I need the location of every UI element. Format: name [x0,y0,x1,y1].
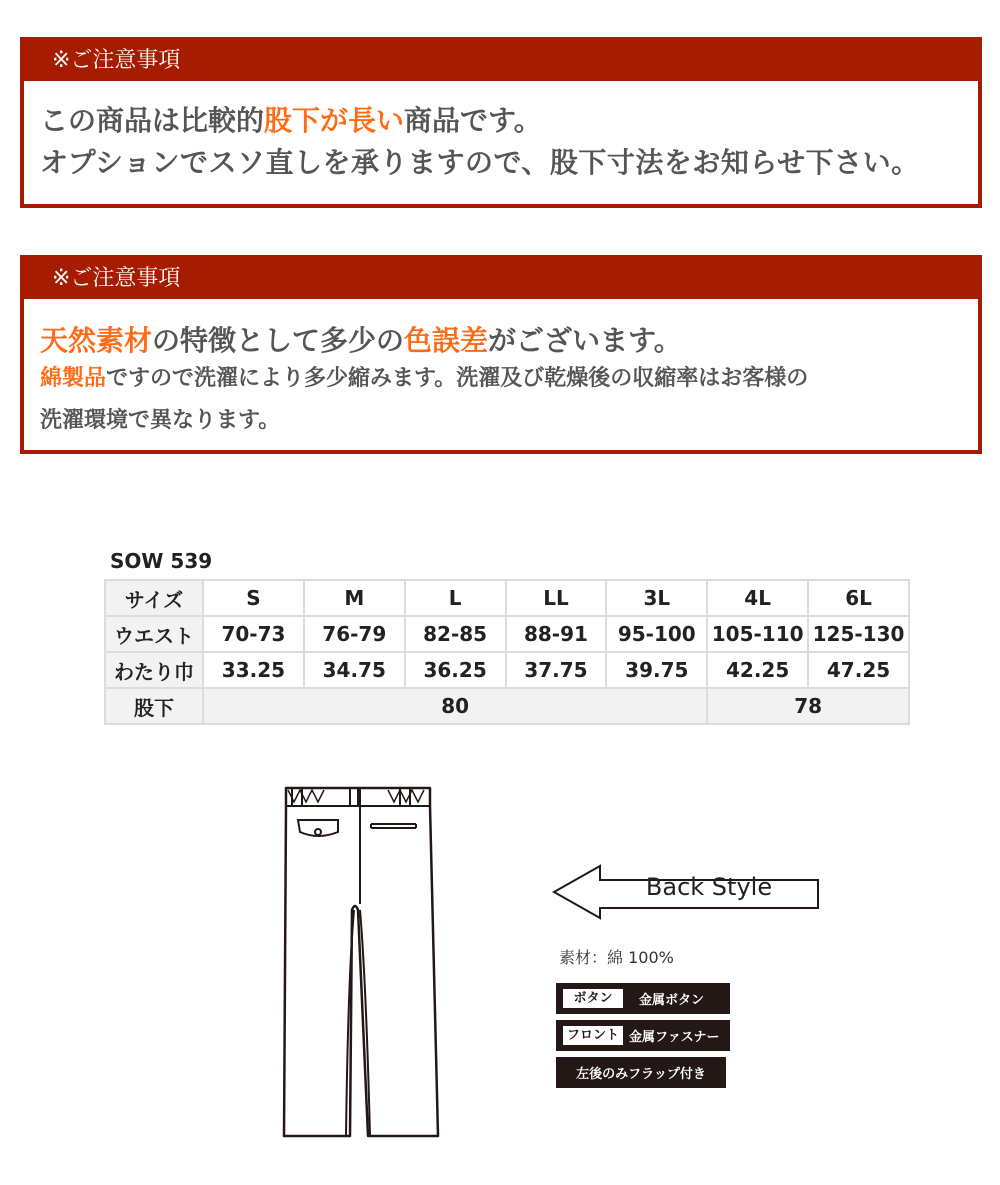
thigh-cell: 42.25 [707,652,808,688]
row-header: 股下 [105,688,203,724]
thigh-row [105,652,909,688]
inseam-row [105,688,909,724]
notice-body [24,325,978,435]
size-cell: LL [506,580,607,616]
spec-flap [556,1057,726,1088]
notice-header: ※ご注意事項 [24,259,978,299]
notice-text: この商品は比較的 [40,104,265,137]
notice-highlight: 天然素材 [40,324,153,357]
thigh-cell: 34.75 [304,652,405,688]
waist-cell: 70-73 [203,616,304,652]
thigh-cell: 37.75 [506,652,607,688]
size-row [105,580,909,616]
waist-cell: 88-91 [506,616,607,652]
spec-front [556,1020,730,1051]
inseam-cell: 80 [203,688,707,724]
spec-key: フロント [563,1026,623,1045]
model-number: SOW 539 [110,549,213,573]
size-cell: S [203,580,304,616]
notice-line-2 [40,365,978,393]
waist-cell: 105-110 [707,616,808,652]
notice-header: ※ご注意事項 [24,41,978,81]
spec-value: 左後のみフラップ付き [576,1067,706,1082]
notice-line-1 [40,325,978,357]
size-table [104,579,910,725]
size-cell: L [405,580,506,616]
notice-text: がございます。 [488,324,682,357]
notice-highlight: 股下が長い [264,104,405,137]
notice-line-1 [40,105,978,137]
notice-box-inseam [20,37,982,208]
waist-row [105,616,909,652]
waist-cell: 125-130 [808,616,909,652]
size-cell: 4L [707,580,808,616]
row-header: わたり巾 [105,652,203,688]
size-cell: M [304,580,405,616]
row-header: サイズ [105,580,203,616]
material-text: 素材：綿 100% [559,948,674,967]
spec-value: 金属ファスナー [629,1030,720,1045]
row-header: ウエスト [105,616,203,652]
notice-body [24,105,978,179]
notice-highlight: 綿製品 [40,366,107,391]
size-cell: 6L [808,580,909,616]
inseam-cell: 78 [707,688,909,724]
waist-cell: 82-85 [405,616,506,652]
spec-button [556,983,730,1014]
notice-box-material [20,255,982,454]
thigh-cell: 33.25 [203,652,304,688]
back-style-label: Back Style [645,873,773,901]
pants-back-illustration [270,780,440,1140]
notice-line-2: オプションでスソ直しを承りますので、股下寸法をお知らせ下さい。 [40,146,920,179]
notice-line-3: 洗濯環境で異なります。 [40,408,281,433]
spec-key: ボタン [563,989,623,1008]
notice-text: ですので洗濯により多少縮みます。洗濯及び乾燥後の収縮率はお客様の [106,366,809,391]
waist-cell: 95-100 [606,616,707,652]
size-cell: 3L [606,580,707,616]
waist-cell: 76-79 [304,616,405,652]
spec-value: 金属ボタン [639,993,705,1008]
thigh-cell: 36.25 [405,652,506,688]
notice-text: の特徴として多少の [152,324,405,357]
notice-highlight: 色誤差 [404,324,489,357]
notice-text: 商品です。 [404,104,542,137]
thigh-cell: 47.25 [808,652,909,688]
thigh-cell: 39.75 [606,652,707,688]
